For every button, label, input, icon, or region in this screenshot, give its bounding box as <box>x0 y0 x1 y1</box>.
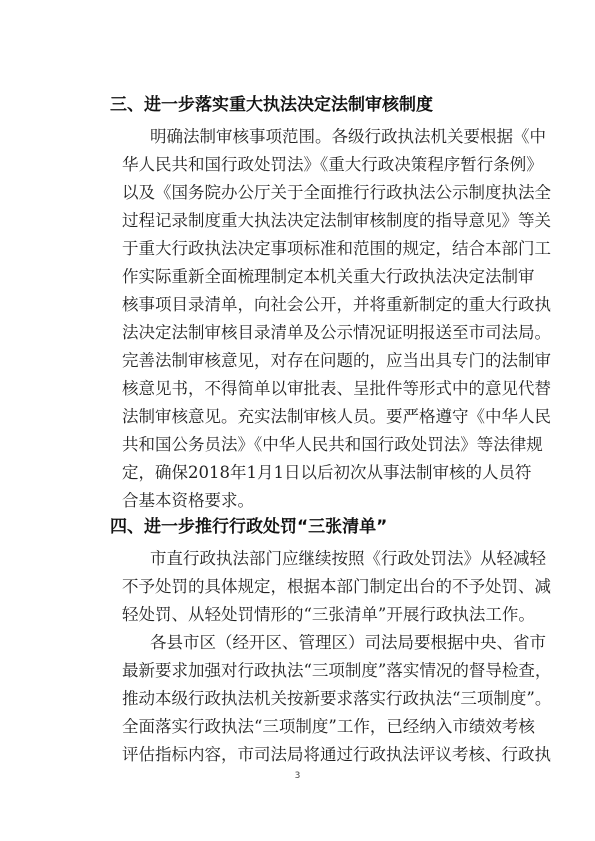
body-line: 定，确保2018年1月1日以后初次从事法制审核的人员符 <box>122 463 532 482</box>
body-line: 评估指标内容，市司法局将通过行政执法评议考核、行政执 <box>122 745 551 764</box>
section-3-heading: 三、进一步落实重大执法决定法制审核制度 <box>110 95 433 115</box>
body-line: 明确法制审核事项范围。各级行政执法机关要根据《中 <box>150 127 546 146</box>
body-line: 作实际重新全面梳理制定本机关重大行政执法决定法制审 <box>122 267 535 286</box>
body-line: 完善法制审核意见，对存在问题的，应当出具专门的法制审 <box>122 351 551 370</box>
body-line: 推动本级行政执法机关按新要求落实行政执法“三项制度”。 <box>122 689 552 708</box>
body-line: 以及《国务院办公厅关于全面推行行政执法公示制度执法全 <box>122 183 551 202</box>
page-number: 3 <box>294 771 301 781</box>
body-line: 于重大行政执法决定事项标准和范围的规定，结合本部门工 <box>122 239 551 258</box>
body-line: 核意见书，不得简单以审批表、呈批件等形式中的意见代替 <box>122 379 551 398</box>
section-4-heading: 四、进一步推行行政处罚“三张清单” <box>110 517 388 537</box>
body-line: 法制审核意见。充实法制审核人员。要严格遵守《中华人民 <box>122 407 551 426</box>
body-line: 共和国公务员法》《中华人民共和国行政处罚法》等法律规 <box>122 435 543 454</box>
body-line: 全面落实行政执法“三项制度”工作，已经纳入市绩效考核 <box>122 717 535 736</box>
body-line: 最新要求加强对行政执法“三项制度”落实情况的督导检查， <box>122 661 552 680</box>
body-line: 核事项目录清单，向社会公开，并将重新制定的重大行政执 <box>122 295 551 314</box>
body-line: 市直行政执法部门应继续按照《行政处罚法》从轻减轻 <box>150 549 546 568</box>
body-line: 华人民共和国行政处罚法》《重大行政决策程序暂行条例》 <box>122 155 543 174</box>
body-line: 各县市区（经开区、管理区）司法局要根据中央、省市 <box>150 633 546 652</box>
body-line: 法决定法制审核目录清单及公示情况证明报送至市司法局。 <box>122 323 551 342</box>
body-line: 合基本资格要求。 <box>122 491 254 510</box>
body-line: 不予处罚的具体规定，根据本部门制定出台的不予处罚、减 <box>122 577 551 596</box>
body-line: 轻处罚、从轻处罚情形的“三张清单”开展行政执法工作。 <box>122 605 535 624</box>
body-line: 过程记录制度重大执法决定法制审核制度的指导意见》等关 <box>122 211 551 230</box>
